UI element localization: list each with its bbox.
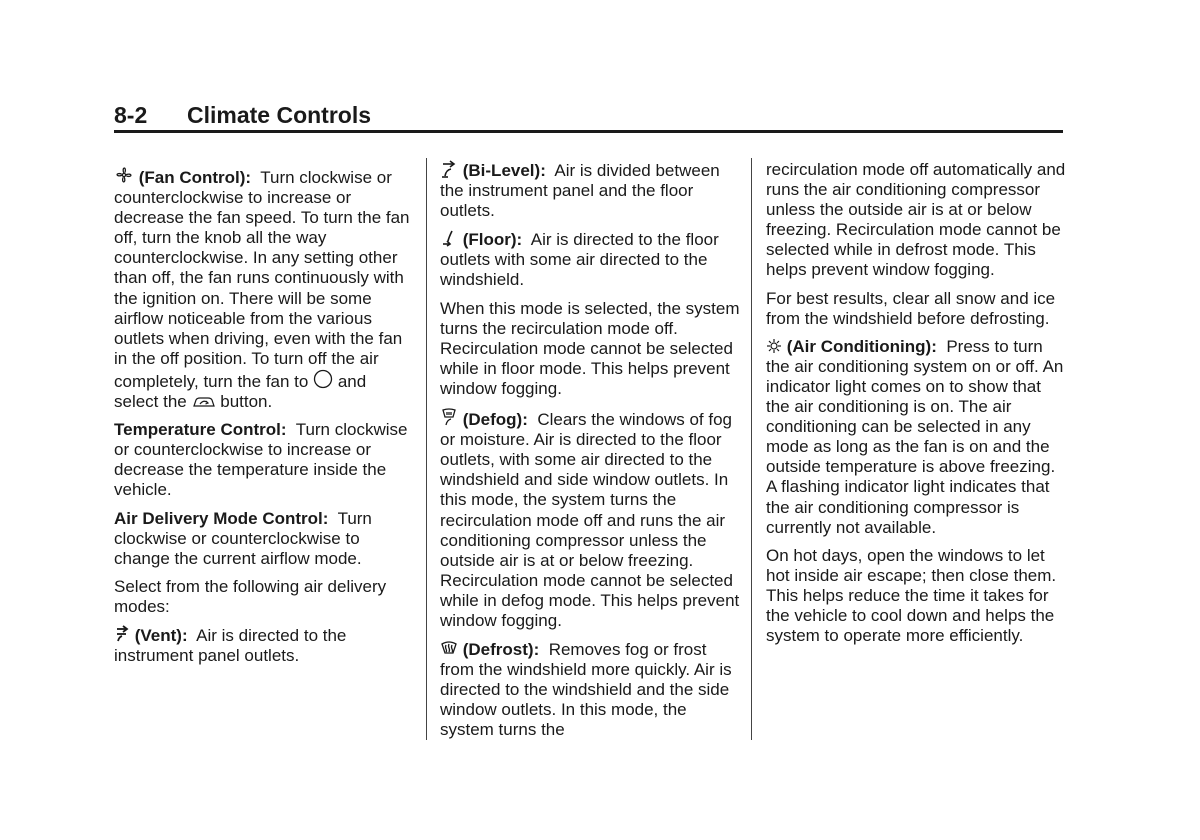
defrost-paragraph	[440, 639, 740, 740]
vent-text: Air is directed to the instrument panel outlets.	[114, 625, 347, 666]
floor-icon	[440, 229, 458, 247]
floor-text: Air is directed to the floor outlets with some air directed to the windshield.	[440, 230, 719, 290]
defog-text: Clears the windows of fog or moisture. Air is directed to the floor outlets, with some air directed to the windshield and side window outlets. In this mode, the system turns the recirculation mode off and runs the air conditioning compressor unless the outside air is at or below freezing. Recirculation mode cannot be selected while in defog mode. This helps prevent window fogging.	[440, 410, 740, 630]
select-modes-paragraph: Select from the following air delivery modes:	[114, 576, 387, 616]
ac-snowflake-icon	[766, 338, 782, 354]
floor-paragraph	[440, 229, 740, 290]
fan-control-paragraph	[114, 165, 414, 412]
vent-label: (Vent):	[134, 625, 188, 645]
column-divider-1	[426, 158, 427, 740]
air-delivery-text: Turn clockwise or counterclockwise to change the current airflow mode.	[114, 508, 372, 568]
defog-icon	[440, 407, 458, 427]
air-delivery-label: Air Delivery Mode Control:	[114, 508, 329, 528]
chapter-title: Climate Controls	[187, 102, 372, 128]
floor-note-paragraph: When this mode is selected, the system turns the recirculation mode off. Recirculation mode cannot be selected while in floor mode. This helps prevent window fogging.	[440, 298, 740, 398]
fan-control-text: Turn clockwise or counterclockwise to increase or decrease the fan speed. To turn the fan off, turn the knob all the way counterclockwise. In any setting other than off, the fan runs continuously with the ignition on. There will be some airflow noticeable from the various outlets when driving, even with the fan in the off position. To turn off the air completely, turn the fan to	[114, 168, 410, 391]
fan-control-text-2: and select the	[114, 371, 367, 412]
air-conditioning-label: (Air Conditioning):	[786, 336, 937, 356]
bilevel-paragraph	[440, 160, 740, 221]
column-3	[766, 160, 1066, 654]
bilevel-text: Air is divided between the instrument panel and the floor outlets.	[440, 161, 720, 221]
fan-control-text-3: button.	[220, 392, 273, 412]
hot-days-paragraph: On hot days, open the windows to let hot inside air escape; then close them. This helps reduce the time it takes for the vehicle to cool down and helps the system to operate more efficiently.	[766, 545, 1057, 646]
vent-icon	[114, 625, 130, 643]
column-2	[440, 160, 740, 749]
defrost-text: Removes fog or frost from the windshield more quickly. Air is directed to the windshield and the side window outlets. In this mode, the system turns the	[440, 640, 732, 740]
defog-label: (Defog):	[462, 410, 528, 430]
off-circle-icon	[313, 369, 333, 389]
air-conditioning-paragraph	[766, 337, 1066, 538]
defog-paragraph	[440, 407, 740, 631]
defrost-label: (Defrost):	[462, 640, 540, 660]
best-results-paragraph: For best results, clear all snow and ice from the windshield before defrosting.	[766, 288, 1056, 328]
fan-icon	[114, 165, 134, 185]
column-1	[114, 165, 414, 674]
temperature-control-text: Turn clockwise or counterclockwise to increase or decrease the temperature inside the vehicle.	[114, 420, 408, 500]
fan-control-label: (Fan Control):	[138, 168, 252, 187]
recirculation-icon	[192, 395, 216, 409]
defrost-continued-paragraph: recirculation mode off automatically and runs the air conditioning compressor unless the outside air is at or below freezing. Recirculation mode cannot be selected while in defrost mode. This helps prevent window fogging.	[766, 160, 1066, 280]
vent-paragraph	[114, 625, 414, 666]
bilevel-label: (Bi-Level):	[462, 161, 546, 180]
page-header	[114, 98, 1063, 133]
temperature-control-paragraph	[114, 420, 414, 500]
air-conditioning-text: Press to turn the air conditioning system on or off. An indicator light comes on to show that the air conditioning is on. The air conditioning can be selected in any mode as long as the fan is on and the outside temperature is above freezing. A flashing indicator light indicates that the air conditioning compressor is currently not available.	[766, 336, 1064, 537]
defrost-icon	[440, 639, 458, 657]
page-number: 8-2	[114, 102, 148, 128]
floor-label: (Floor):	[462, 230, 523, 250]
air-delivery-paragraph	[114, 509, 414, 569]
bilevel-icon	[440, 160, 458, 178]
temperature-control-label: Temperature Control:	[114, 420, 287, 440]
column-divider-2	[751, 158, 752, 740]
